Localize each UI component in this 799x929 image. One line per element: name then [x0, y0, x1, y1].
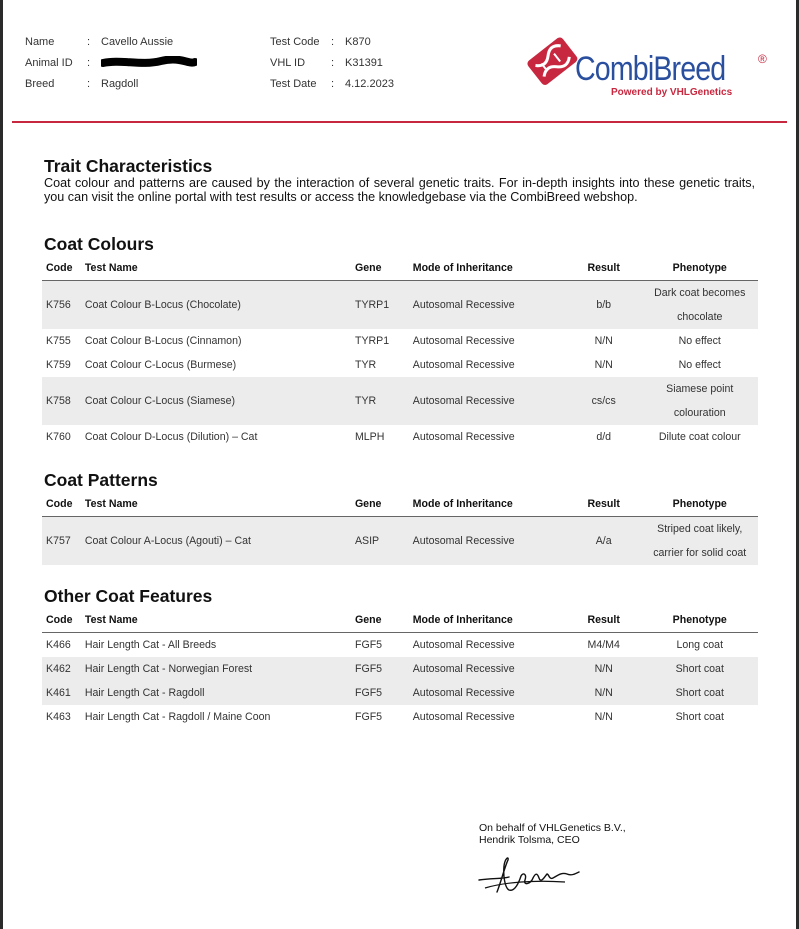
cell-gene: FGF5	[355, 711, 383, 723]
table-header	[42, 256, 758, 281]
cell-gene: FGF5	[355, 681, 413, 705]
table-row	[42, 633, 758, 658]
cell-result: d/d	[596, 431, 612, 443]
cell-mode: Autosomal Recessive	[413, 281, 566, 330]
cell-code: K755	[46, 335, 71, 347]
cell-code: K760	[46, 431, 71, 443]
breed-colon: :	[87, 78, 91, 90]
col-test-name: Test Name	[85, 608, 355, 633]
col-mode: Mode of Inheritance	[413, 608, 566, 633]
col-gene: Gene	[355, 608, 413, 633]
animal-id-colon: :	[87, 57, 91, 69]
cell-result: N/N	[594, 359, 613, 371]
cell-phenotype: Siamese point colouration	[642, 377, 759, 425]
cell-code: K756	[42, 281, 85, 330]
table-row	[42, 281, 758, 330]
cell-phenotype: Short coat	[642, 657, 758, 681]
cell-gene: ASIP	[355, 517, 413, 566]
col-result: Result	[566, 256, 642, 281]
cell-mode: Autosomal Recessive	[412, 335, 515, 347]
breed-value: Ragdoll	[101, 78, 139, 90]
cell-test-name: Hair Length Cat - Ragdoll / Maine Coon	[84, 711, 271, 723]
trait-title: Trait Characteristics	[44, 156, 213, 176]
cell-test-name: Hair Length Cat - Norwegian Forest	[85, 657, 355, 681]
cell-mode: Autosomal Recessive	[413, 657, 566, 681]
cell-test-name: Coat Colour C-Locus (Siamese)	[85, 377, 355, 425]
vhl-id-label: VHL ID	[270, 57, 306, 69]
signature-block	[479, 822, 626, 846]
cell-code: K463	[46, 711, 71, 723]
header-divider	[12, 121, 787, 123]
col-test-name: Test Name	[85, 492, 355, 517]
cell-result: M4/M4	[587, 639, 620, 651]
col-phenotype: Phenotype	[641, 492, 758, 517]
vhl-id-value: K31391	[345, 57, 383, 69]
vhl-id-colon: :	[331, 57, 335, 69]
signature-line-1: On behalf of VHLGenetics B.V.,	[479, 822, 626, 834]
coat-patterns-title: Coat Patterns	[44, 470, 158, 490]
animal-id-label: Animal ID	[25, 57, 73, 69]
cell-gene: FGF5	[355, 657, 413, 681]
cell-gene: FGF5	[355, 639, 383, 651]
cell-test-name: Hair Length Cat - Ragdoll	[85, 681, 355, 705]
col-code: Code	[42, 492, 85, 517]
col-test-name: Test Name	[85, 256, 355, 281]
trait-intro: Coat colour and patterns are caused by the interaction of several genetic traits. For in-depth insights into these genetic traits, you can visit the online portal with test results or access the knowledgebase via the CombiBreed webshop.	[44, 176, 755, 204]
cell-gene: TYR	[354, 359, 377, 371]
col-gene: Gene	[355, 256, 413, 281]
cell-phenotype: No effect	[678, 359, 721, 371]
combibreed-logo	[523, 24, 778, 104]
cell-mode: Autosomal Recessive	[412, 431, 515, 443]
cell-result: N/N	[566, 681, 642, 705]
handwritten-signature	[475, 852, 585, 902]
col-result: Result	[566, 492, 642, 517]
cell-code: K757	[42, 517, 85, 566]
table-header	[42, 608, 758, 633]
col-gene: Gene	[355, 492, 413, 517]
cell-test-name: Coat Colour C-Locus (Burmese)	[84, 359, 237, 371]
cell-code: K461	[42, 681, 85, 705]
other-features-title: Other Coat Features	[44, 586, 213, 606]
cell-result: N/N	[594, 335, 613, 347]
col-phenotype: Phenotype	[642, 608, 758, 633]
cell-result: N/N	[594, 711, 613, 723]
signature-line-2: Hendrik Tolsma, CEO	[479, 834, 580, 846]
cell-mode: Autosomal Recessive	[412, 711, 515, 723]
col-result: Result	[566, 608, 642, 633]
name-colon: :	[87, 36, 91, 48]
table-row	[42, 657, 758, 681]
col-code: Code	[42, 608, 85, 633]
cell-gene: TYR	[355, 377, 413, 425]
breed-label: Breed	[25, 78, 55, 90]
test-code-value: K870	[345, 36, 371, 48]
test-date-value: 4.12.2023	[345, 78, 394, 90]
coat-patterns-table	[42, 492, 758, 565]
logo-registered-mark: ®	[758, 52, 767, 66]
cell-phenotype: Long coat	[676, 639, 724, 651]
table-row	[42, 517, 758, 566]
cell-code: K466	[46, 639, 71, 651]
cell-phenotype: Short coat	[675, 711, 724, 723]
cell-test-name: Hair Length Cat - All Breeds	[84, 639, 217, 651]
col-phenotype: Phenotype	[642, 256, 759, 281]
cell-result: cs/cs	[566, 377, 642, 425]
coat-colours-table	[42, 256, 758, 449]
other-features-table	[42, 608, 758, 729]
cell-code: K758	[42, 377, 85, 425]
cell-test-name: Coat Colour A-Locus (Agouti) – Cat	[85, 517, 355, 566]
test-date-colon: :	[331, 78, 335, 90]
cell-phenotype: No effect	[678, 335, 721, 347]
cell-mode: Autosomal Recessive	[413, 377, 566, 425]
table-row	[42, 681, 758, 705]
cell-test-name: Coat Colour B-Locus (Cinnamon)	[84, 335, 242, 347]
table-row	[42, 377, 758, 425]
coat-colours-title: Coat Colours	[44, 234, 154, 254]
cell-code: K462	[42, 657, 85, 681]
report-page	[3, 0, 796, 929]
cell-gene: TYRP1	[354, 335, 390, 347]
col-mode: Mode of Inheritance	[413, 256, 566, 281]
name-label: Name	[25, 36, 55, 48]
cell-mode: Autosomal Recessive	[413, 681, 566, 705]
table-row	[42, 353, 758, 377]
redaction-mark	[101, 56, 197, 70]
table-row	[42, 705, 758, 729]
cell-result: N/N	[566, 657, 642, 681]
cell-mode: Autosomal Recessive	[412, 639, 515, 651]
col-code: Code	[42, 256, 85, 281]
table-row	[42, 329, 758, 353]
cell-code: K759	[46, 359, 71, 371]
cell-gene: TYRP1	[355, 281, 413, 330]
cell-gene: MLPH	[354, 431, 385, 443]
name-value: Cavello Aussie	[101, 36, 174, 48]
test-code-colon: :	[331, 36, 335, 48]
cell-result: A/a	[566, 517, 642, 566]
test-code-label: Test Code	[270, 36, 320, 48]
cell-phenotype: Dilute coat colour	[658, 431, 741, 443]
cell-phenotype: Striped coat likely, carrier for solid coat	[641, 517, 758, 566]
cell-mode: Autosomal Recessive	[412, 359, 515, 371]
logo-tagline: Powered by VHLGenetics	[611, 87, 733, 98]
table-row	[42, 425, 758, 449]
cell-mode: Autosomal Recessive	[413, 517, 566, 566]
cell-result: b/b	[566, 281, 642, 330]
col-mode: Mode of Inheritance	[413, 492, 566, 517]
cell-test-name: Coat Colour D-Locus (Dilution) – Cat	[84, 431, 258, 443]
logo-brand-text: CombiBreed	[575, 50, 726, 88]
cell-phenotype: Dark coat becomes chocolate	[642, 281, 759, 330]
cell-test-name: Coat Colour B-Locus (Chocolate)	[85, 281, 355, 330]
cell-phenotype: Short coat	[642, 681, 758, 705]
table-header	[42, 492, 758, 517]
test-date-label: Test Date	[270, 78, 317, 90]
